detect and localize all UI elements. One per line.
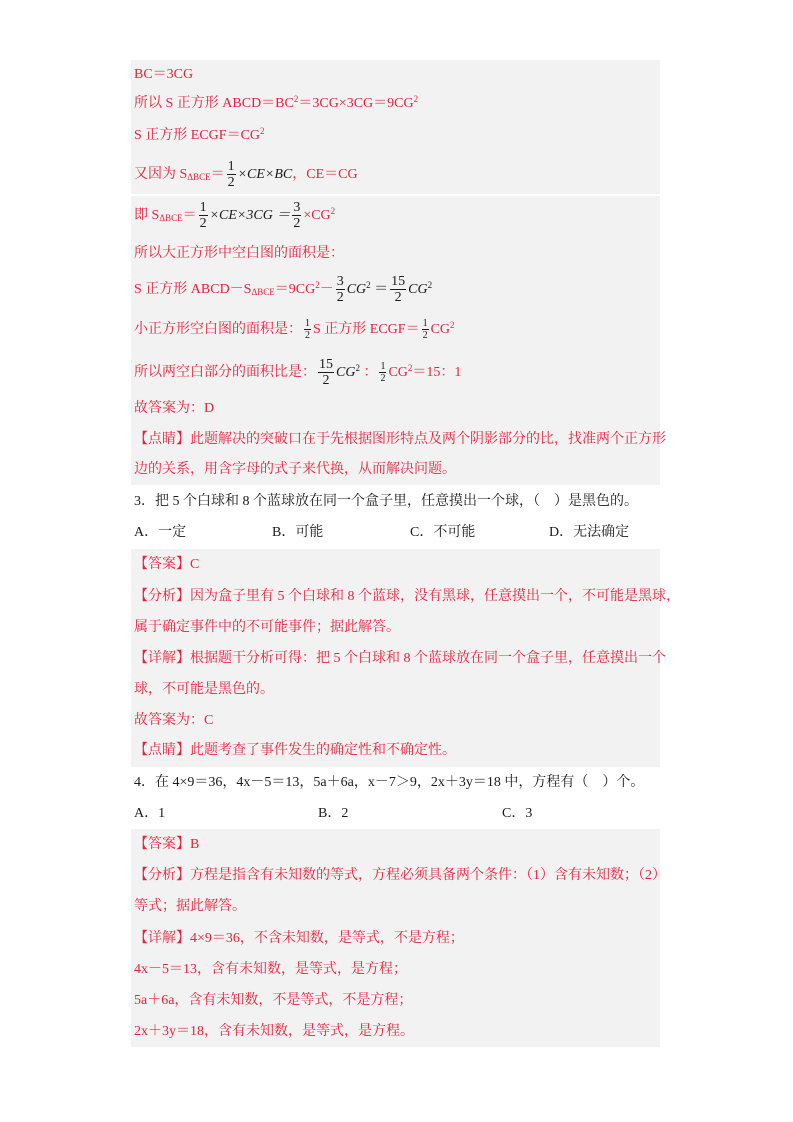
option-b[interactable]: B．可能 (272, 525, 324, 540)
text: 所以 S 正方形 ABCD＝BC (134, 96, 294, 111)
superscript: 2 (315, 280, 320, 290)
solution-line (134, 273, 432, 307)
math-expression: ×CE×BC (237, 167, 293, 182)
detail-line: 4x－5＝13，含有未知数，是等式，是方程； (134, 962, 407, 977)
text: 又因为 S (134, 167, 188, 182)
detail-line: 5a＋6a，含有未知数，不是等式，不是方程； (134, 993, 413, 1008)
text: CG (430, 322, 451, 337)
denominator: 2 (336, 290, 344, 306)
superscript: 2 (427, 280, 433, 290)
option-d[interactable]: D．无法确定 (549, 525, 630, 540)
solution-line (134, 158, 358, 192)
numerator: 3 (293, 200, 301, 216)
numerator: 15 (391, 274, 406, 290)
fraction (292, 200, 301, 231)
math-expression: CG (336, 365, 356, 380)
analysis-line: 【分析】方程是指含有未知数的等式，方程必须具备两个条件：（1）含有未知数；（2） (134, 868, 666, 883)
option-c[interactable]: C．3 (502, 806, 533, 821)
solution-line: 所以大正方形中空白图的面积是： (134, 246, 344, 261)
comment-line: 【点睛】此题考查了事件发生的确定性和不确定性。 (134, 743, 456, 758)
solution-line (134, 317, 455, 343)
denominator: 2 (199, 216, 207, 232)
denominator: 2 (422, 330, 428, 342)
fraction (422, 318, 429, 341)
text: ： (359, 365, 378, 380)
solution-line (134, 127, 265, 145)
denominator: 2 (293, 216, 301, 232)
comment-line: 边的关系，用含字母的式子来代换，从而解决问题。 (134, 462, 456, 477)
numerator: 1 (305, 318, 310, 330)
analysis-line: 【分析】因为盒子里有 5 个白球和 8 个蓝球，没有黑球，任意摸出一个，不可能是黑球， (134, 589, 680, 604)
analysis-line: 等式；据此解答。 (134, 899, 246, 914)
detail-line: 【详解】4×9＝36，不含未知数，是等式，不是方程； (134, 931, 464, 946)
text: 所以两空白部分的面积比是： (134, 365, 316, 380)
fraction (199, 200, 208, 231)
text: 小正方形空白图的面积是： (134, 322, 302, 337)
superscript: 2 (366, 280, 371, 290)
numerator: 1 (422, 318, 428, 330)
numerator: 1 (227, 159, 235, 175)
denominator: 2 (394, 290, 402, 306)
comment-line: 【点睛】此题解决的突破口在于先根据图形特点及两个阴影部分的比，找准两个正方形 (134, 432, 666, 447)
text: － (319, 282, 334, 297)
solution-line (134, 356, 461, 390)
denominator: 2 (305, 330, 310, 342)
denominator: 2 (227, 175, 235, 191)
superscript: 2 (293, 94, 299, 104)
final-answer: 故答案为：C (134, 713, 214, 728)
solution-line: BC＝3CG (134, 67, 194, 82)
fraction (336, 274, 345, 305)
option-c[interactable]: C．不可能 (410, 525, 476, 540)
option-a[interactable]: A．一定 (134, 525, 187, 540)
text: ＝ (210, 167, 225, 182)
superscript: 2 (450, 320, 455, 330)
fraction (304, 318, 311, 341)
text: 即 S (134, 208, 160, 223)
text: ，CE＝CG (292, 167, 358, 182)
text: ＝3CG×3CG＝9CG (298, 96, 414, 111)
solution-line (134, 95, 418, 113)
superscript: 2 (413, 94, 419, 104)
text: CG (388, 365, 408, 380)
subscript: ΔBCE (159, 213, 183, 223)
detail-line: 【详解】根据题干分析可得：把 5 个白球和 8 个蓝球放在同一个盒子里，任意摸出一个 (134, 651, 666, 666)
superscript: 2 (260, 126, 265, 136)
question-stem: 4．在 4×9＝36，4x－5＝13，5a＋6a，x－7＞9，2x＋3y＝18 中，方程有（ ）个。 (134, 775, 645, 790)
math-expression: CG (346, 282, 367, 297)
denominator: 2 (380, 373, 386, 385)
text: ＝ (370, 282, 389, 297)
answer-line: 【答案】C (134, 557, 200, 572)
answer-line: 【答案】B (134, 837, 200, 852)
superscript: 2 (330, 206, 336, 216)
option-b[interactable]: B．2 (318, 806, 349, 821)
subscript: ΔBCE (187, 172, 211, 182)
fraction (227, 159, 236, 190)
text: ＝9CG (274, 282, 316, 297)
option-a[interactable]: A．1 (134, 806, 166, 821)
subscript: ΔBCE (251, 287, 275, 297)
denominator: 2 (322, 373, 330, 389)
text: ×CG (303, 208, 331, 223)
analysis-line: 属于确定事件中的不可能事件；据此解答。 (134, 620, 400, 635)
numerator: 1 (380, 361, 386, 373)
text: ＝15：1 (412, 365, 462, 380)
final-answer: 故答案为：D (134, 401, 215, 416)
numerator: 15 (319, 357, 333, 373)
fraction (390, 274, 406, 305)
math-expression: ×CE×3CG ＝ (209, 208, 291, 223)
math-expression: CG (408, 282, 428, 297)
solution-line (134, 199, 335, 233)
numerator: 1 (199, 200, 207, 216)
text: S 正方形 ECGF＝ (313, 322, 420, 337)
fraction (379, 361, 386, 384)
text: S 正方形 ABCD－S (134, 282, 252, 297)
question-stem: 3．把 5 个白球和 8 个蓝球放在同一个盒子里，任意摸出一个球，（ ）是黑色的。 (134, 494, 638, 509)
fraction (318, 357, 334, 388)
detail-line: 2x＋3y＝18，含有未知数，是等式，是方程。 (134, 1024, 414, 1039)
text: ＝ (182, 208, 197, 223)
numerator: 3 (336, 274, 344, 290)
detail-line: 球，不可能是黑色的。 (134, 682, 274, 697)
superscript: 2 (407, 363, 413, 373)
text: S 正方形 ECGF＝CG (134, 128, 261, 143)
superscript: 2 (355, 363, 360, 373)
